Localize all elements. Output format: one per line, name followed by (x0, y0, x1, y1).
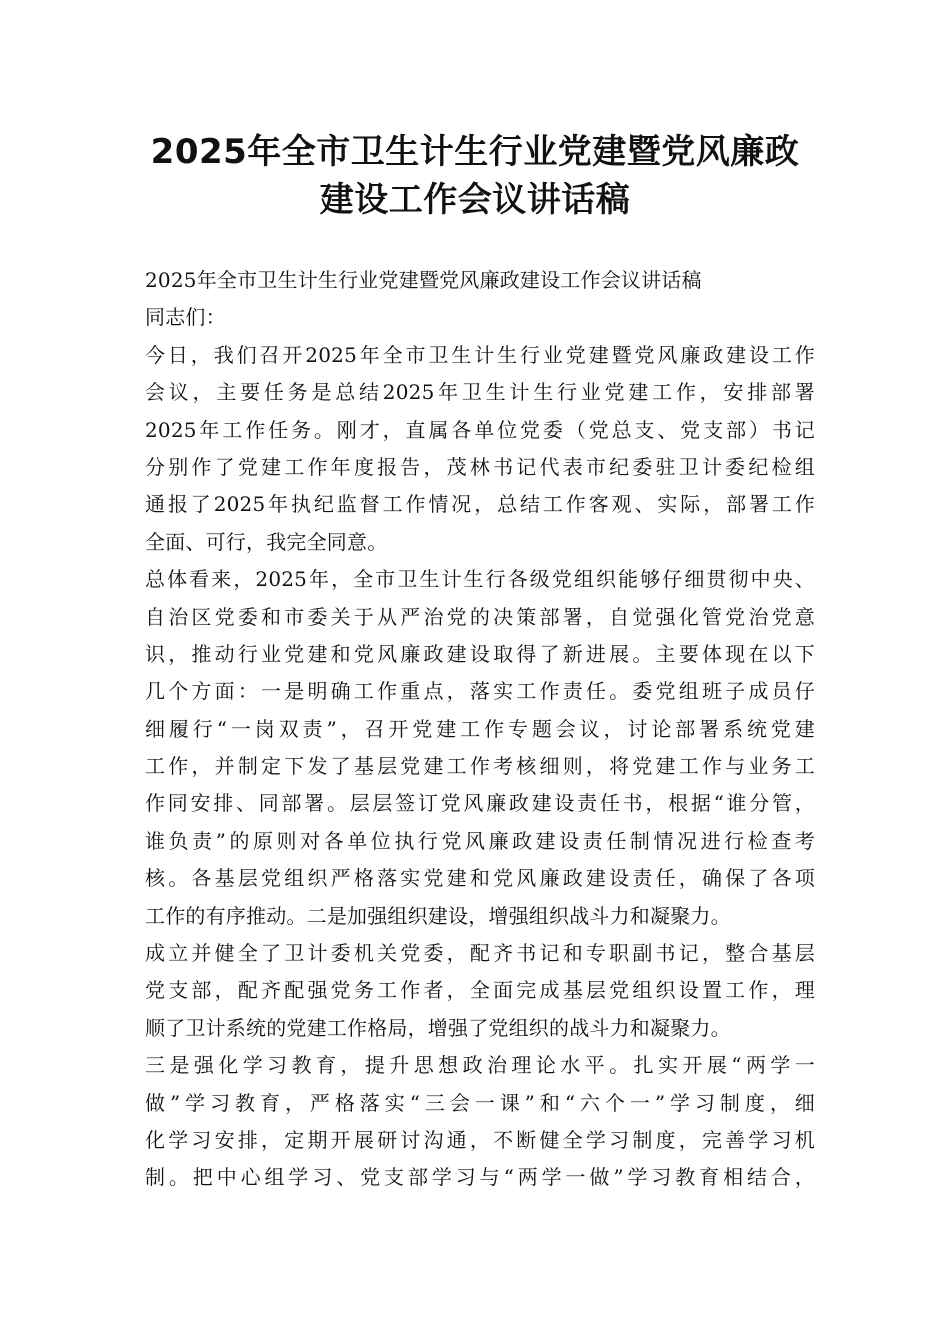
title-line: 2025年全市卫生计生行业党建暨党风廉政 (150, 132, 800, 172)
paragraph-line: 2025年工作任务。刚才，直属各单位党委（党总支、党支部）书记 (145, 417, 815, 442)
paragraph-line: 通报了2025年执纪监督工作情况，总结工作客观、实际，部署工作 (145, 492, 815, 517)
paragraph-line: 核。各基层党组织严格落实党建和党风廉政建设责任，确保了各项 (145, 866, 815, 891)
paragraph-line: 谁负责”的原则对各单位执行党风廉政建设责任制情况进行检查考 (145, 828, 815, 853)
paragraph-line: 细履行“一岗双责”，召开党建工作专题会议，讨论部署系统党建 (145, 716, 815, 741)
paragraph-line: 作同安排、同部署。层层签订党风廉政建设责任书，根据“谁分管， (145, 791, 815, 816)
paragraph-line: 今日，我们召开2025年全市卫生计生行业党建暨党风廉政建设工作 (145, 342, 815, 367)
paragraph-line: 工作，并制定下发了基层党建工作考核细则，将党建工作与业务工 (145, 754, 815, 779)
document-title (0, 128, 950, 224)
paragraph-line: 党支部，配齐配强党务工作者，全面完成基层党组织设置工作，理 (145, 978, 815, 1003)
paragraph-line: 化学习安排，定期开展研讨沟通，不断健全学习制度，完善学习机 (145, 1127, 815, 1152)
salutation: 同志们： (145, 305, 226, 330)
paragraph-line: 总体看来，2025年，全市卫生计生行各级党组织能够仔细贯彻中央、 (145, 567, 815, 592)
paragraph-line: 几个方面：一是明确工作重点，落实工作责任。委党组班子成员仔 (145, 679, 815, 704)
paragraph-line: 分别作了党建工作年度报告，茂林书记代表市纪委驻卫计委纪检组 (145, 454, 815, 479)
paragraph-line: 自治区党委和市委关于从严治党的决策部署，自觉强化管党治党意 (145, 604, 815, 629)
paragraph-line: 顺了卫计系统的党建工作格局，增强了党组织的战斗力和凝聚力。 (145, 1015, 731, 1040)
paragraph-line: 识，推动行业党建和党风廉政建设取得了新进展。主要体现在以下 (145, 641, 815, 666)
subtitle-line: 2025年全市卫生计生行业党建暨党风廉政建设工作会议讲话稿 (145, 268, 702, 292)
document-body (145, 262, 815, 1197)
paragraph-line: 做”学习教育，严格落实“三会一课”和“六个一”学习制度，细 (145, 1090, 815, 1115)
title-line: 建设工作会议讲话稿 (319, 180, 631, 220)
paragraph-line: 三是强化学习教育，提升思想政治理论水平。扎实开展“两学一 (145, 1053, 815, 1078)
paragraph-line: 会议，主要任务是总结2025年卫生计生行业党建工作，安排部署 (145, 380, 815, 405)
paragraph-line: 全面、可行，我完全同意。 (145, 529, 388, 554)
paragraph-line: 成立并健全了卫计委机关党委，配齐书记和专职副书记，整合基层 (145, 941, 815, 966)
paragraph-line: 工作的有序推动。二是加强组织建设，增强组织战斗力和凝聚力。 (145, 903, 731, 928)
paragraph-line: 制。把中心组学习、党支部学习与“两学一做”学习教育相结合， (145, 1165, 815, 1190)
